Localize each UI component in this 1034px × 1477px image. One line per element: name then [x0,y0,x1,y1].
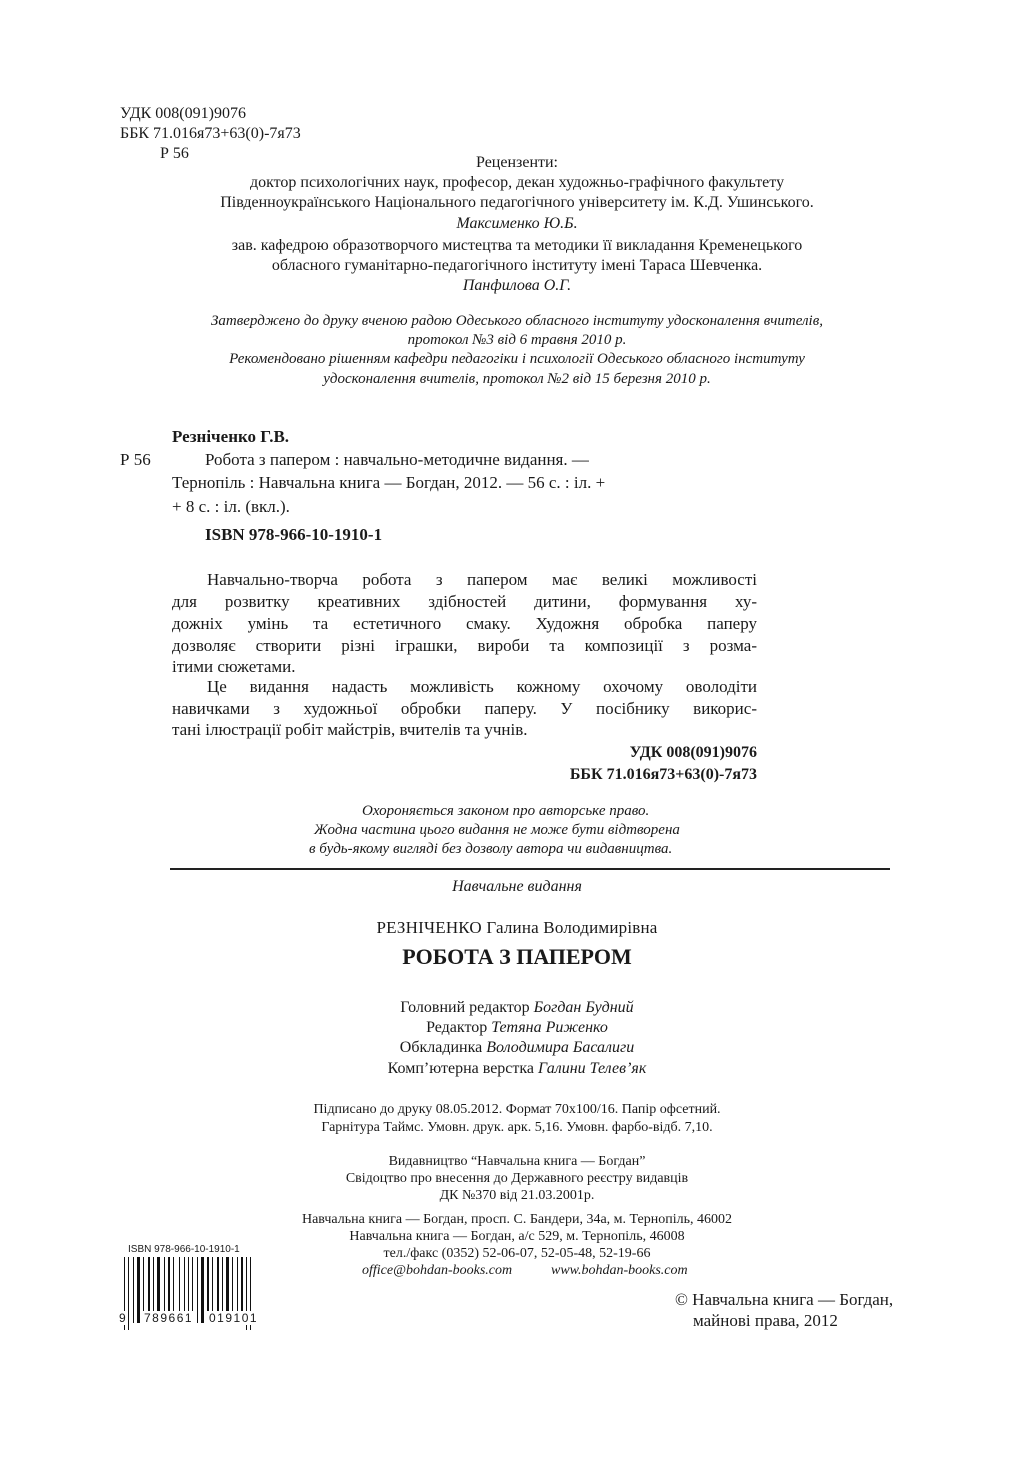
catalog-line-2: Тернопіль : Навчальна книга — Богдан, 2012. — 56 с. : іл. + [172,473,606,492]
header-bbk: ББК 71.016я73+63(0)-7я73 [120,125,301,142]
imprint-cover [0,1038,1034,1058]
layout-name: Галини Телев’як [538,1060,647,1077]
approval-line-4: удосконалення вчителів, протокол №2 від 15 березня 2010 р. [323,371,711,387]
imprint-chief-editor [0,998,1034,1018]
phone-line: тел./факс (0352) 52-06-07, 52-05-48, 52-19-66 [383,1246,651,1261]
publisher-line-3: ДК №370 від 21.03.2001р. [439,1188,595,1203]
cover-name: Володимира Басалиги [486,1039,635,1056]
barcode-digit-first: 9 [119,1311,126,1325]
barcode-digits-right: 019101 [209,1311,259,1325]
barcode-digits-left: 789661 [144,1311,194,1325]
abstract-p1-line-1: Навчально-творча робота з папером має великі можливості [207,570,757,589]
imprint-author: РЕЗНІЧЕНКО Галина Володимирівна [376,918,658,937]
publisher-line-1: Видавництво “Навчальна книга — Богдан” [388,1154,646,1169]
catalog-line-3: + 8 с. : іл. (вкл.). [172,497,290,516]
layout-label: Комп’ютерна верстка [387,1060,535,1077]
website-link[interactable]: www.bohdan-books.com [551,1263,688,1278]
catalog-isbn: ISBN 978-966-10-1910-1 [205,525,383,544]
chief-editor-label: Головний редактор [400,999,530,1016]
abstract-p2-line-1: Це видання надасть можливість кожному охочому оволодіти [207,677,757,696]
barcode-bar [133,1257,134,1323]
chief-editor-name: Богдан Будний [533,999,634,1016]
publisher-line-2: Свідоцтво про внесення до Державного реєстру видавців [345,1171,689,1186]
approval-line-3: Рекомендовано рішенням кафедри педагогіки і психології Одеського обласного інституту [229,351,805,367]
imprint-kind: Навчальне видання [452,878,582,895]
barcode-bar [197,1257,198,1323]
abstract-p2-line-2: навичками з художньої обробки паперу. У посібнику викорис- [172,699,757,718]
reviewer-1-line-2: Південноукраїнського Національного педагогічного університету ім. К.Д. Ушинського. [220,194,814,211]
reviewer-2-name: Панфилова О.Г. [462,277,572,294]
barcode-isbn-label: ISBN 978-966-10-1910-1 [128,1244,240,1255]
abstract-p2-line-3: тані ілюстрації робіт майстрів, вчителів та учнів. [172,720,528,739]
approval-line-1: Затверджено до друку вченою радою Одеського обласного інституту удосконалення вчителів, [211,313,823,329]
cover-label: Обкладинка [399,1039,483,1056]
barcode-bar [128,1257,129,1330]
address-line-1: Навчальна книга — Богдан, просп. С. Бандери, 34а, м. Тернопіль, 46002 [301,1212,733,1227]
reviewers-title: Рецензенти: [476,154,558,171]
reviewer-2-line-1: зав. кафедрою образотворчого мистецтва та методики її викладання Кременецького [231,237,803,254]
print-line-2: Гарнітура Таймс. Умовн. друк. арк. 5,16. Умовн. фарбо-відб. 7,10. [321,1120,713,1135]
reviewer-1-line-1: доктор психологічних наук, професор, декан художньо-графічного факультету [249,174,785,191]
address-line-2: Навчальна книга — Богдан, а/с 529, м. Тернопіль, 46008 [349,1229,685,1244]
barcode-bar [201,1257,204,1323]
copyright-notice-line-1: Охороняється законом про авторське право. [362,803,650,819]
abstract-p1-line-2: для розвитку креативних здібностей дитини, формування ху- [172,592,757,611]
abstract-p1-line-4: дозволяє створити різні іграшки, вироби та композиції з розма- [172,636,757,655]
barcode-bar [137,1257,140,1323]
header-code: Р 56 [160,145,189,162]
reviewer-1-name: Максименко Ю.Б. [456,215,578,232]
divider-rule [170,868,890,870]
editor-label: Редактор [426,1019,488,1036]
abstract-p1-line-5: ітими сюжетами. [172,657,296,676]
imprint-layout [0,1059,1034,1079]
catalog-line-1: Робота з папером : навчально-методичне видання. — [205,450,589,469]
copyright-notice-line-2: Жодна частина цього видання не може бути відтворена [314,822,680,838]
imprint-editor [0,1018,1034,1038]
catalog-author: Резніченко Г.В. [172,427,290,446]
header-udk: УДК 008(091)9076 [120,105,246,122]
abstract-bbk: ББК 71.016я73+63(0)-7я73 [569,766,757,783]
abstract-udk: УДК 008(091)9076 [629,744,757,761]
copyright-line-1: © Навчальна книга — Богдан, [675,1290,894,1309]
editor-name: Тетяна Риженко [491,1019,608,1036]
imprint-title: РОБОТА З ПАПЕРОМ [402,944,632,969]
approval-line-2: протокол №3 від 6 травня 2010 р. [407,332,627,348]
catalog-code: Р 56 [120,450,151,469]
copyright-line-2: майнові права, 2012 [693,1311,838,1330]
email-link[interactable]: office@bohdan-books.com [362,1263,513,1278]
reviewer-2-line-2: обласного гуманітарно-педагогічного інституту імені Тараса Шевченка. [271,257,763,274]
print-line-1: Підписано до друку 08.05.2012. Формат 70x100/16. Папір офсетний. [313,1102,721,1117]
copyright-notice-line-3: в будь-якому вигляді без дозволу автора чи видавництва. [309,841,673,857]
abstract-p1-line-3: дожніх умінь та естетичного смаку. Художня обробка паперу [172,614,757,633]
